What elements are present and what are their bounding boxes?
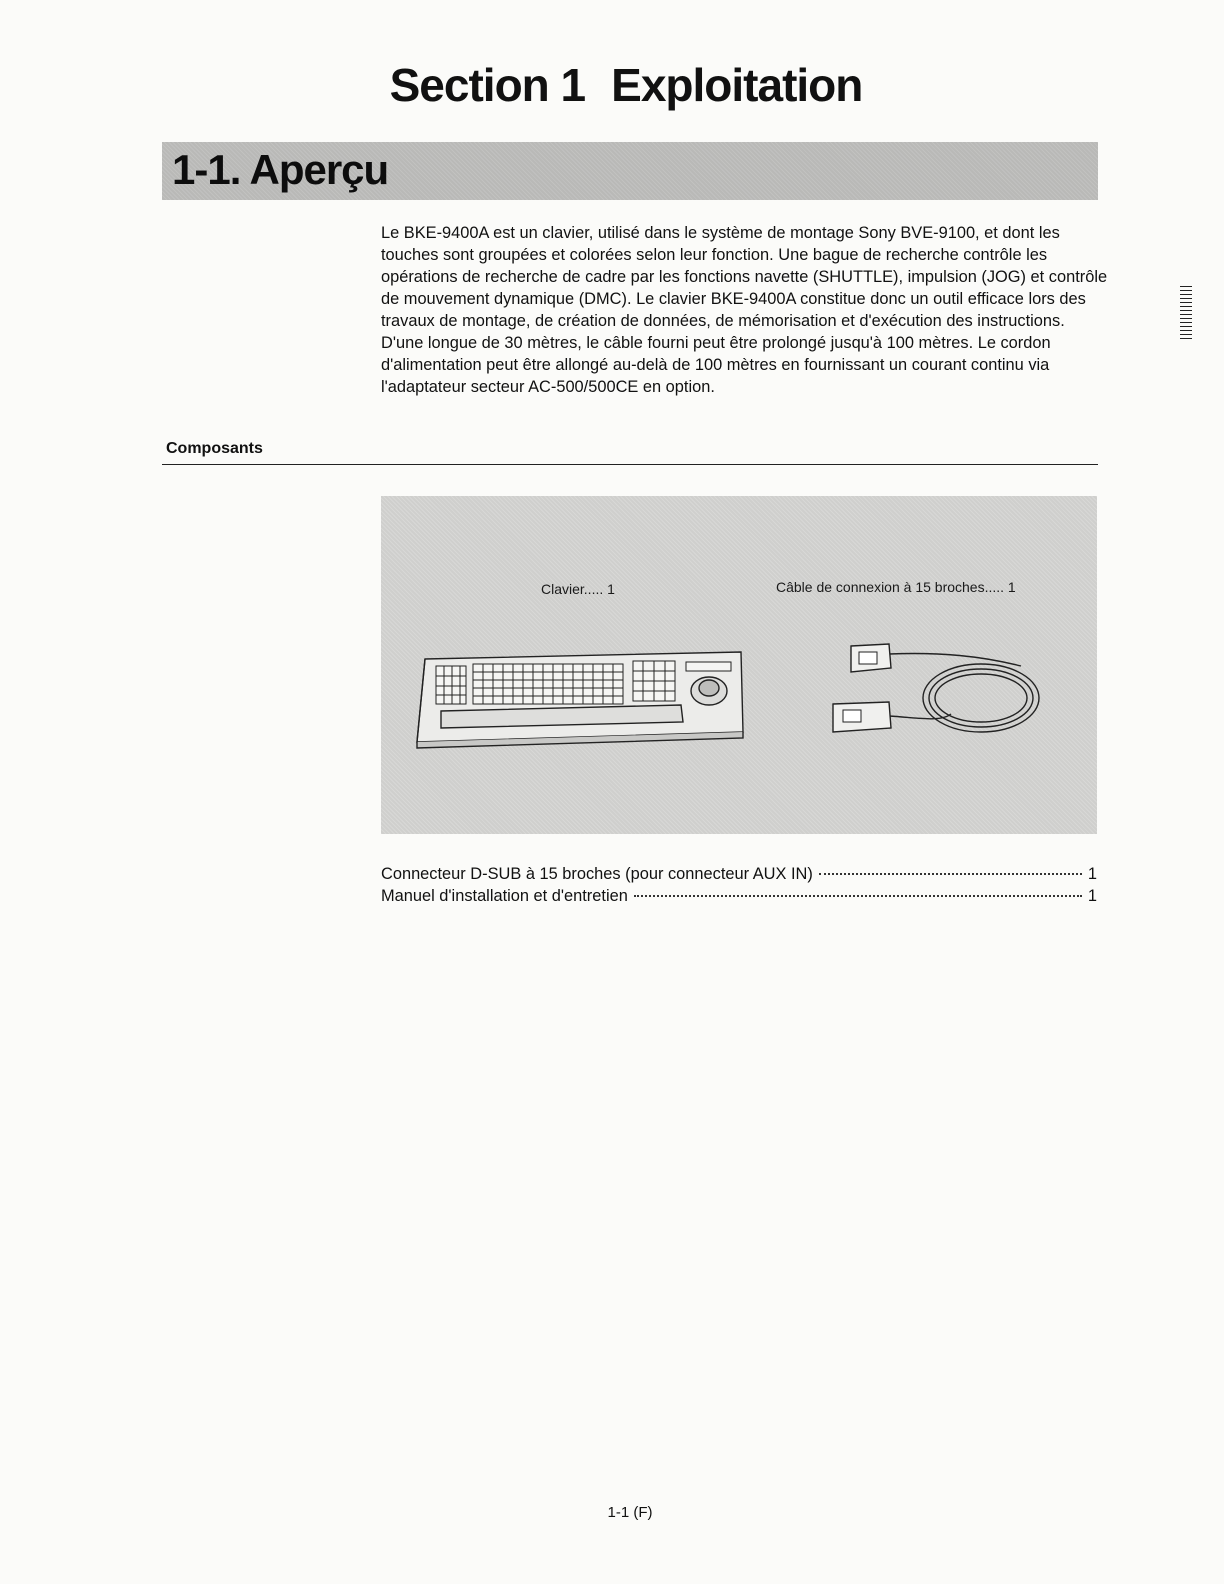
cable-label: Câble de connexion à 15 broches..... 1: [776, 579, 1016, 595]
heading-band: [162, 142, 1098, 200]
section-name: Exploitation: [611, 59, 863, 111]
parts-list-item: [381, 863, 1097, 885]
cable-illustration: [833, 644, 1039, 732]
intro-paragraph-1: Le BKE-9400A est un clavier, utilisé dans le système de montage Sony BVE-9100, et dont les touches sont groupées et colorées selon leur fonction. Une bague de recherche contrôle les opérations de recherche de cadre par les fonctions navette (SHUTTLE), impulsion (JOG) et contrôle de mouvement dynamique (DMC). Le clavier BKE-9400A constitue donc un outil efficace lors des travaux de montage, de création de données, de mémorisation et d'exécution des instructions.: [381, 224, 1108, 330]
part-quantity: 1: [1087, 887, 1097, 905]
dot-leader: [819, 873, 1082, 875]
margin-barcode-mark: [1180, 286, 1192, 342]
components-figure: [381, 496, 1097, 834]
section-title: [0, 58, 1224, 112]
dot-leader: [634, 895, 1082, 897]
subsection-heading: 1-1. Aperçu: [172, 146, 389, 193]
part-name: Manuel d'installation et d'entretien: [381, 887, 628, 905]
keyboard-illustration: [417, 652, 743, 748]
section-number: Section 1: [389, 59, 586, 111]
keyboard-label: Clavier..... 1: [541, 581, 615, 597]
part-quantity: 1: [1087, 865, 1097, 883]
page-number: 1-1 (F): [607, 1504, 653, 1521]
part-name: Connecteur D-SUB à 15 broches (pour connecteur AUX IN): [381, 865, 813, 883]
section-rule: [162, 464, 1098, 465]
components-heading: Composants: [166, 440, 263, 457]
parts-list-item: [381, 885, 1097, 907]
parts-list: [381, 863, 1097, 907]
components-illustration: [381, 496, 1097, 834]
intro-paragraph-2: D'une longue de 30 mètres, le câble fourni peut être prolongé jusqu'à 100 mètres. Le cordon d'alimentation peut être allongé au-delà de 100 mètres en fournissant un courant continu via l'adaptateur secteur AC-500/500CE en option.: [381, 334, 1051, 396]
intro-text: [381, 222, 1111, 398]
